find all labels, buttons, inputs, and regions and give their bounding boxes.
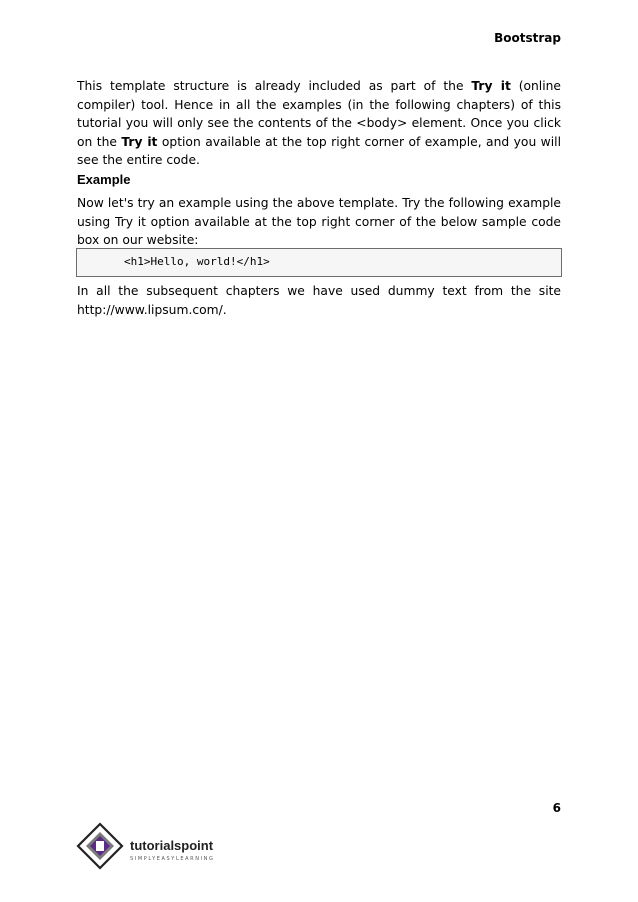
example-paragraph: Now let's try an example using the above template. Try the following example using Try it option available at the top right corner of the below sample code box on our website: — [77, 196, 561, 247]
paragraph-text-2: (online compiler) tool. Hence in all the examples (in the following chapters) of this tutorial you will only see the contents of the <body> element. Once you click on the — [77, 79, 561, 149]
code-sample-text: <h1>Hello, world!</h1> — [124, 255, 270, 268]
code-sample-box — [76, 248, 562, 277]
page-number: 6 — [552, 801, 561, 815]
example-heading: Example — [77, 172, 131, 187]
paragraph-text-3: option available at the top right corner of example, and you will see the entire code. — [77, 134, 561, 167]
dummy-text-paragraph: In all the subsequent chapters we have used dummy text from the site http://www.lipsum.com/. — [77, 284, 561, 317]
intro-paragraph — [77, 77, 561, 170]
page-header-title: Bootstrap — [494, 31, 561, 45]
logo-tagline: SIMPLYEASYLEARNING — [130, 856, 215, 862]
try-it-emphasis-2: Try it — [121, 134, 158, 149]
try-it-emphasis: Try it — [471, 79, 511, 93]
paragraph-text-1: This template structure is already included as part of the — [77, 79, 472, 93]
tutorialspoint-logo — [76, 822, 228, 870]
logo-text: tutorialspoint — [130, 838, 214, 853]
